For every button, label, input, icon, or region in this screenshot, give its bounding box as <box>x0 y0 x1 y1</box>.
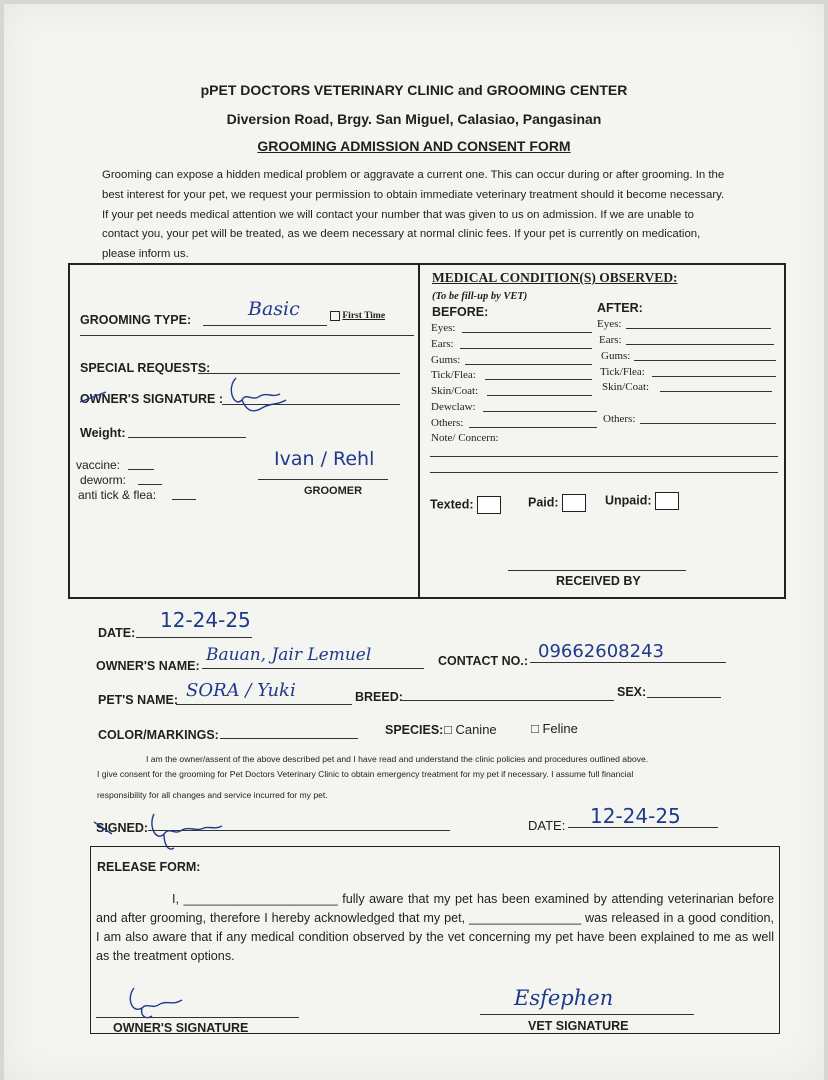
groomer-label: GROOMER <box>304 485 363 497</box>
received-by-label: RECEIVED BY <box>556 574 641 588</box>
unpaid-option[interactable] <box>605 492 679 510</box>
unpaid-checkbox[interactable] <box>655 492 679 510</box>
weight-label: Weight: <box>80 426 126 440</box>
grooming-type-value: Basic <box>248 298 300 320</box>
vaccine-line[interactable] <box>128 469 154 470</box>
owner-release-signature-scribble <box>110 982 200 1022</box>
grooming-extra-line[interactable] <box>80 335 414 336</box>
before-item: Dewclaw: <box>431 401 476 413</box>
after-item: Tick/Flea: <box>600 366 645 378</box>
contact-line[interactable] <box>530 662 726 663</box>
clinic-address: Diversion Road, Brgy. San Miguel, Calasiao, Pangasinan <box>226 111 602 127</box>
consent-date-value: 12-24-25 <box>590 804 681 828</box>
date-label: DATE: <box>98 626 136 640</box>
before-line[interactable] <box>487 395 592 396</box>
grooming-type-label: GROOMING TYPE: <box>80 313 192 327</box>
date-value: 12-24-25 <box>160 608 251 632</box>
box-divider <box>418 265 420 599</box>
after-item: Gums: <box>601 350 631 362</box>
before-item: Ears: <box>431 338 454 350</box>
date-line[interactable] <box>136 637 252 638</box>
color-line[interactable] <box>220 738 358 739</box>
after-item: Ears: <box>599 334 622 346</box>
sex-label: SEX: <box>617 685 647 699</box>
owner-name-value: Bauan, Jair Lemuel <box>206 645 372 665</box>
anti-tick-label: anti tick & flea: <box>78 488 157 502</box>
before-line[interactable] <box>485 379 592 380</box>
before-line[interactable] <box>483 411 597 412</box>
before-item: Skin/Coat: <box>431 385 479 397</box>
consent-line-2: I give consent for the grooming for Pet Doctors Veterinary Clinic to obtain emergency treatment for my pet if necessary. I assume full financial <box>97 769 634 779</box>
after-line[interactable] <box>626 344 774 345</box>
vet-sig-label: VET SIGNATURE <box>528 1019 629 1033</box>
medical-title: MEDICAL CONDITION(S) OBSERVED: <box>432 270 678 285</box>
before-item: Tick/Flea: <box>431 369 476 381</box>
breed-line[interactable] <box>400 700 614 701</box>
before-label: BEFORE: <box>432 305 489 319</box>
owner-release-sig-label: OWNER'S SIGNATURE <box>113 1021 249 1035</box>
before-item: Gums: <box>431 354 461 366</box>
received-by-line[interactable] <box>508 570 686 571</box>
contact-value: 09662608243 <box>538 641 664 662</box>
after-item: Skin/Coat: <box>602 381 650 393</box>
before-line[interactable] <box>469 427 597 428</box>
pet-name-label: PET'S NAME: <box>98 693 179 707</box>
species-label: SPECIES: <box>385 723 444 737</box>
feline-option[interactable]: □ Feline <box>531 721 578 736</box>
after-line[interactable] <box>640 423 776 424</box>
pet-name-line[interactable] <box>176 704 352 705</box>
unpaid-label: Unpaid: <box>605 493 652 508</box>
medical-subtitle: (To be fill-up by VET) <box>432 291 528 302</box>
vet-sig-value: Esfephen <box>514 986 614 1010</box>
before-line[interactable] <box>465 364 592 365</box>
owner-name-label: OWNER'S NAME: <box>96 659 200 673</box>
groomer-line[interactable] <box>258 479 388 480</box>
note-label: Note/ Concern: <box>431 432 499 444</box>
first-time-label: First Time <box>342 311 386 322</box>
texted-checkbox[interactable] <box>477 496 501 514</box>
vet-sig-line[interactable] <box>480 1014 694 1015</box>
weight-line[interactable] <box>128 437 246 438</box>
release-title: RELEASE FORM: <box>97 860 201 874</box>
special-requests-label: SPECIAL REQUESTS: <box>80 361 211 375</box>
paid-checkbox[interactable] <box>562 494 586 512</box>
deworm-label: deworm: <box>80 473 127 487</box>
note-line[interactable] <box>430 456 778 457</box>
release-body-text: I, ______________________ fully aware that my pet has been examined by attending veterinarian before and after grooming, therefore I hereby acknowledged that my pet, ________________ was released in a good condition, I am also aware that if any medical condition observed by the vet concerning my pet have been explained to me as well as the treatment options. <box>96 892 774 963</box>
owner-name-line[interactable] <box>202 668 424 669</box>
signed-label: SIGNED: <box>96 821 149 835</box>
note-line[interactable] <box>430 472 778 473</box>
consent-line-3: responsibility for all changes and service incurred for my pet. <box>97 790 328 800</box>
after-line[interactable] <box>626 328 771 329</box>
paid-option[interactable] <box>528 494 586 512</box>
after-line[interactable] <box>660 391 772 392</box>
vaccine-label: vaccine: <box>76 458 121 472</box>
texted-label: Texted: <box>430 497 474 512</box>
deworm-line[interactable] <box>138 484 162 485</box>
before-line[interactable] <box>462 332 592 333</box>
intro-paragraph: Grooming can expose a hidden medical problem or aggravate a current one. This can occur during or after grooming. In the best interest for your pet, we request your permission to obtain immediate veterinary treatment should it become necessary. If your pet needs medical attention we will contact your number that was given to us on admission. If we are unable to contact you, your pet will be treated, as we deem necessary at normal clinic fees. If your pet is currently on medication, please inform us. <box>102 169 725 261</box>
first-time-option[interactable] <box>330 311 385 321</box>
breed-label: BREED: <box>355 690 403 704</box>
sex-line[interactable] <box>647 697 721 698</box>
after-line[interactable] <box>652 376 776 377</box>
consent-line-1: I am the owner/assent of the above described pet and I have read and understand the clinic policies and procedures outlined above. <box>146 754 649 764</box>
after-item: Eyes: <box>597 318 622 330</box>
after-line[interactable] <box>634 360 776 361</box>
after-item: Others: <box>603 413 636 425</box>
contact-label: CONTACT NO.: <box>438 654 529 668</box>
pet-name-value: SORA / Yuki <box>186 680 296 701</box>
grooming-type-line[interactable] <box>203 325 327 326</box>
groomer-name: Ivan / Rehl <box>274 448 375 470</box>
release-body <box>96 890 774 966</box>
texted-option[interactable] <box>430 496 501 514</box>
form-title: GROOMING ADMISSION AND CONSENT FORM <box>257 138 571 154</box>
before-item: Others: <box>431 417 464 429</box>
paid-label: Paid: <box>528 495 559 510</box>
color-label: COLOR/MARKINGS: <box>98 728 219 742</box>
before-line[interactable] <box>460 348 592 349</box>
before-item: Eyes: <box>431 322 456 334</box>
clinic-name: pPET DOCTORS VETERINARY CLINIC and GROOMING CENTER <box>200 82 628 98</box>
anti-tick-line[interactable] <box>172 499 196 500</box>
consent-date-label: DATE: <box>528 818 566 833</box>
after-label: AFTER: <box>597 301 643 315</box>
owner-signature-scribble <box>76 370 296 420</box>
canine-option[interactable]: □ Canine <box>444 722 497 737</box>
owner-signature-label: OWNER'S SIGNATURE : <box>80 392 224 406</box>
first-time-checkbox[interactable] <box>330 311 340 321</box>
